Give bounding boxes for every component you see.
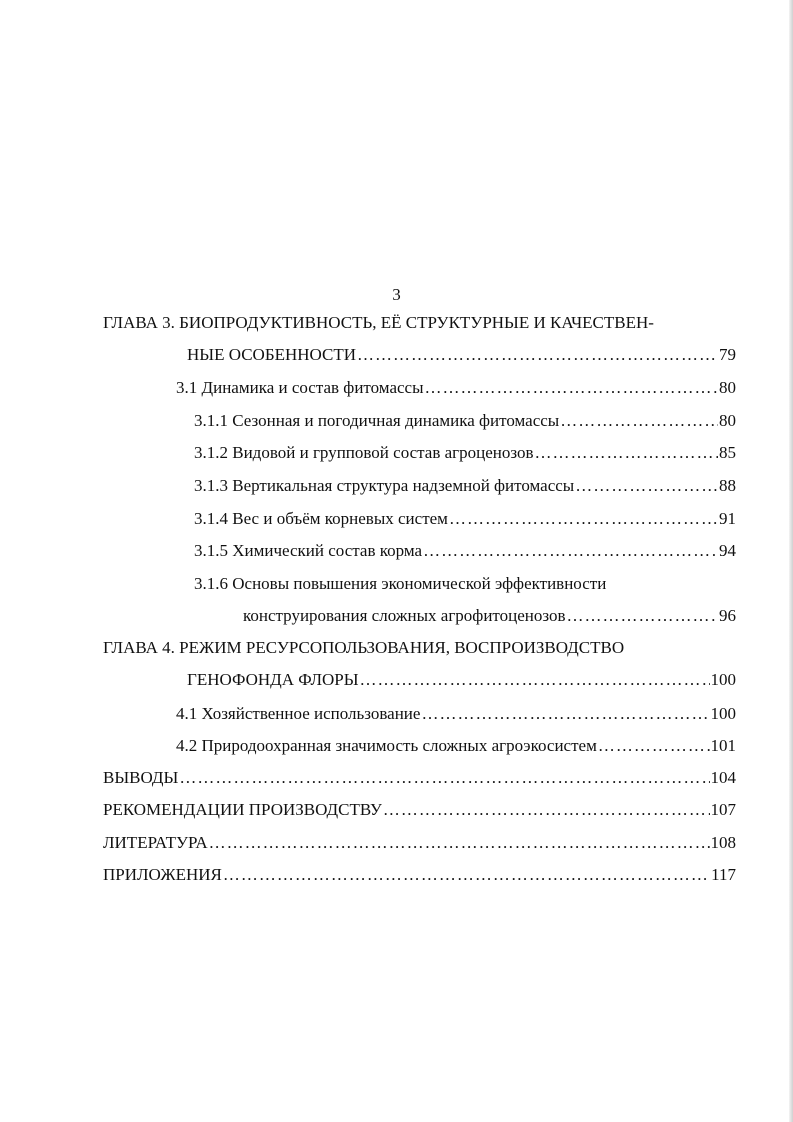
leader-dots bbox=[567, 605, 718, 627]
toc-recommendations[interactable] bbox=[103, 799, 736, 821]
toc-title: ЛИТЕРАТУРА bbox=[103, 833, 208, 852]
toc-chapter-4-title-line2: ГЕНОФОНДА ФЛОРЫ bbox=[187, 670, 359, 689]
toc-section-3-1-2[interactable] bbox=[194, 442, 736, 464]
toc-page-number: 117 bbox=[711, 865, 736, 884]
toc-page-number: 80 bbox=[719, 378, 736, 397]
toc-section-3-1-6[interactable] bbox=[243, 605, 736, 627]
toc-page-number: 104 bbox=[710, 768, 736, 787]
leader-dots bbox=[449, 508, 718, 530]
toc-title: ПРИЛОЖЕНИЯ bbox=[103, 865, 222, 884]
toc-page-number: 80 bbox=[719, 411, 736, 430]
toc-title: 4.1 Хозяйственное использование bbox=[176, 704, 421, 723]
toc-page-number: 100 bbox=[710, 670, 736, 689]
scan-page-edge bbox=[789, 0, 793, 1122]
leader-dots bbox=[535, 442, 718, 464]
leader-dots bbox=[598, 735, 710, 757]
toc-title: 3.1.2 Видовой и групповой состав агроценозов bbox=[194, 443, 534, 462]
toc-page-number: 107 bbox=[710, 800, 736, 819]
leader-dots bbox=[560, 410, 718, 432]
toc-title: 3.1.3 Вертикальная структура надземной фитомассы bbox=[194, 476, 575, 495]
toc-section-3-1-6-title-line1: 3.1.6 Основы повышения экономической эффективности bbox=[194, 574, 607, 593]
toc-page-number: 108 bbox=[710, 833, 736, 852]
leader-dots bbox=[425, 377, 718, 399]
toc-page-number: 79 bbox=[719, 345, 736, 364]
toc-chapter-3-title-line2: НЫЕ ОСОБЕННОСТИ bbox=[187, 345, 357, 364]
toc-section-3-1-3[interactable] bbox=[194, 475, 736, 497]
leader-dots bbox=[575, 475, 718, 497]
toc-page-number: 101 bbox=[710, 736, 736, 755]
toc-section-3-1[interactable] bbox=[176, 377, 736, 399]
toc-title: 3.1.4 Вес и объём корневых систем bbox=[194, 509, 448, 528]
toc-page-number: 85 bbox=[719, 443, 736, 462]
leader-dots bbox=[421, 703, 709, 725]
toc-section-4-1[interactable] bbox=[176, 703, 736, 725]
leader-dots bbox=[209, 832, 710, 854]
toc-title: 3.1.5 Химический состав корма bbox=[194, 541, 423, 560]
toc-section-4-2[interactable] bbox=[176, 735, 736, 757]
toc-section-3-1-5[interactable] bbox=[194, 540, 736, 562]
toc-title: РЕКОМЕНДАЦИИ ПРОИЗВОДСТВУ bbox=[103, 800, 382, 819]
toc-appendices[interactable] bbox=[103, 864, 736, 886]
toc-chapter-3[interactable] bbox=[187, 344, 736, 366]
toc-title: 3.1.1 Сезонная и погодичная динамика фитомассы bbox=[194, 411, 560, 430]
toc-conclusions[interactable] bbox=[103, 767, 736, 789]
page-number: 3 bbox=[392, 285, 401, 304]
toc-chapter-3-title-line1: ГЛАВА 3. БИОПРОДУКТИВНОСТЬ, ЕЁ СТРУКТУРНЫЕ И КАЧЕСТВЕН- bbox=[103, 313, 654, 332]
leader-dots bbox=[223, 864, 710, 886]
leader-dots bbox=[360, 669, 710, 691]
toc-chapter-4[interactable] bbox=[187, 669, 736, 691]
toc-title: ВЫВОДЫ bbox=[103, 768, 179, 787]
toc-page-number: 88 bbox=[719, 476, 736, 495]
leader-dots bbox=[179, 767, 709, 789]
toc-page-number: 100 bbox=[710, 704, 736, 723]
toc-section-3-1-1[interactable] bbox=[194, 410, 736, 432]
leader-dots bbox=[357, 344, 718, 366]
toc-page-number: 96 bbox=[719, 606, 736, 625]
leader-dots bbox=[383, 799, 710, 821]
toc-title-line2: конструирования сложных агрофитоценозов bbox=[243, 606, 566, 625]
toc-page-number: 91 bbox=[719, 509, 736, 528]
leader-dots bbox=[423, 540, 718, 562]
toc-title: 3.1 Динамика и состав фитомассы bbox=[176, 378, 424, 397]
toc-literature[interactable] bbox=[103, 832, 736, 854]
toc-title: 4.2 Природоохранная значимость сложных агроэкосистем bbox=[176, 736, 597, 755]
toc-page-number: 94 bbox=[719, 541, 736, 560]
toc-chapter-4-title-line1: ГЛАВА 4. РЕЖИМ РЕСУРСОПОЛЬЗОВАНИЯ, ВОСПРОИЗВОДСТВО bbox=[103, 638, 625, 657]
toc-section-3-1-4[interactable] bbox=[194, 508, 736, 530]
